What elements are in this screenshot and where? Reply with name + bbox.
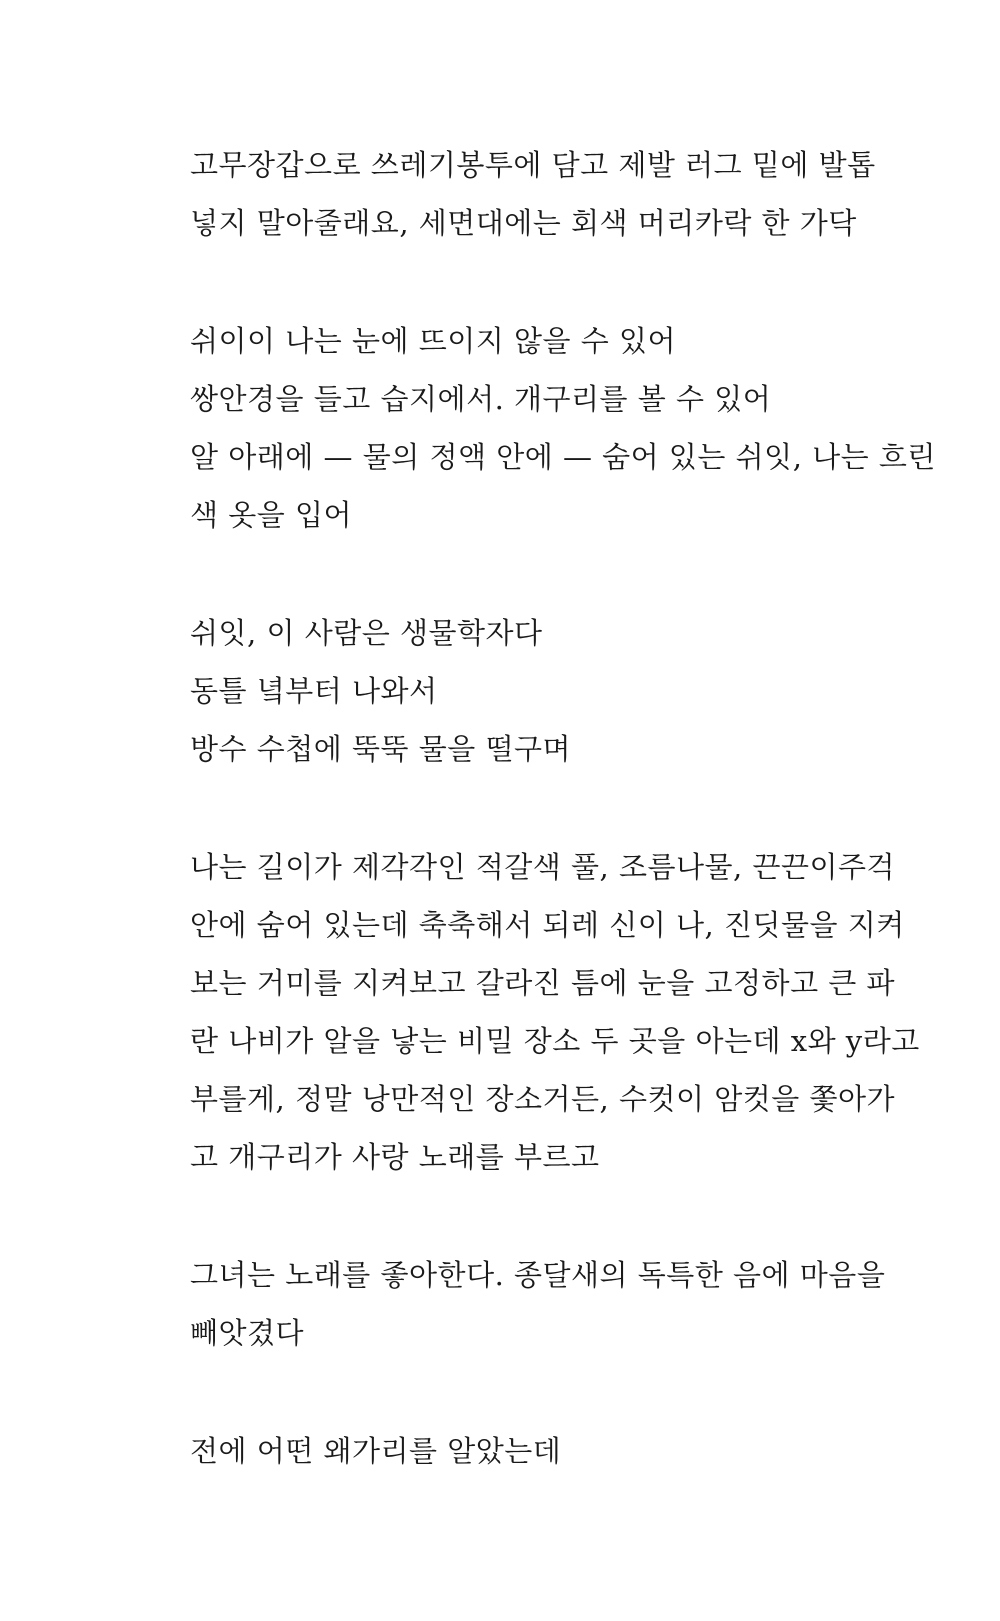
poem-line: 안에 숨어 있는데 축축해서 되레 신이 나, 진딧물을 지켜 (190, 908, 905, 942)
poem-line: 빼앗겼다 (190, 1316, 305, 1350)
poem-line: 쌍안경을 들고 습지에서. 개구리를 볼 수 있어 (190, 382, 772, 416)
stanza-5 (190, 1246, 910, 1362)
poem-line: 넣지 말아줄래요, 세면대에는 회색 머리카락 한 가닥 (190, 206, 857, 240)
poem-line: 부를게, 정말 낭만적인 장소거든, 수컷이 암컷을 쫓아가 (190, 1082, 896, 1116)
poem-line: 나는 길이가 제각각인 적갈색 풀, 조름나물, 끈끈이주걱 (190, 850, 896, 884)
stanza-1 (190, 136, 910, 252)
stanza-3 (190, 604, 910, 778)
stanza-break (190, 1186, 910, 1246)
poem-body (190, 136, 936, 1480)
stanza-6 (190, 1422, 910, 1480)
poem-line: 쉬잇, 이 사람은 생물학자다 (190, 616, 543, 650)
poem-line: 방수 수첩에 뚝뚝 물을 떨구며 (190, 732, 572, 766)
poem-line: 동틀 녘부터 나와서 (190, 674, 438, 708)
poem-line: 란 나비가 알을 낳는 비밀 장소 두 곳을 아는데 x와 y라고 (190, 1024, 920, 1058)
poem-line: 그녀는 노래를 좋아한다. 종달새의 독특한 음에 마음을 (190, 1258, 886, 1292)
stanza-break (190, 778, 910, 838)
poem-line: 고무장갑으로 쓰레기봉투에 담고 제발 러그 밑에 발톱 (190, 148, 876, 182)
poem-line: 보는 거미를 지켜보고 갈라진 틈에 눈을 고정하고 큰 파 (190, 966, 896, 1000)
poem-line: 고 개구리가 사랑 노래를 부르고 (190, 1140, 600, 1174)
stanza-break (190, 252, 910, 312)
stanza-break (190, 1362, 910, 1422)
stanza-2 (190, 312, 936, 544)
poem-line: 전에 어떤 왜가리를 알았는데 (190, 1434, 562, 1468)
poem-line: 색 옷을 입어 (190, 498, 353, 532)
stanza-4 (190, 838, 920, 1186)
poem-line: 알 아래에 — 물의 정액 안에 — 숨어 있는 쉬잇, 나는 흐린 (190, 440, 936, 474)
stanza-break (190, 544, 910, 604)
poem-line: 쉬이이 나는 눈에 뜨이지 않을 수 있어 (190, 324, 677, 358)
